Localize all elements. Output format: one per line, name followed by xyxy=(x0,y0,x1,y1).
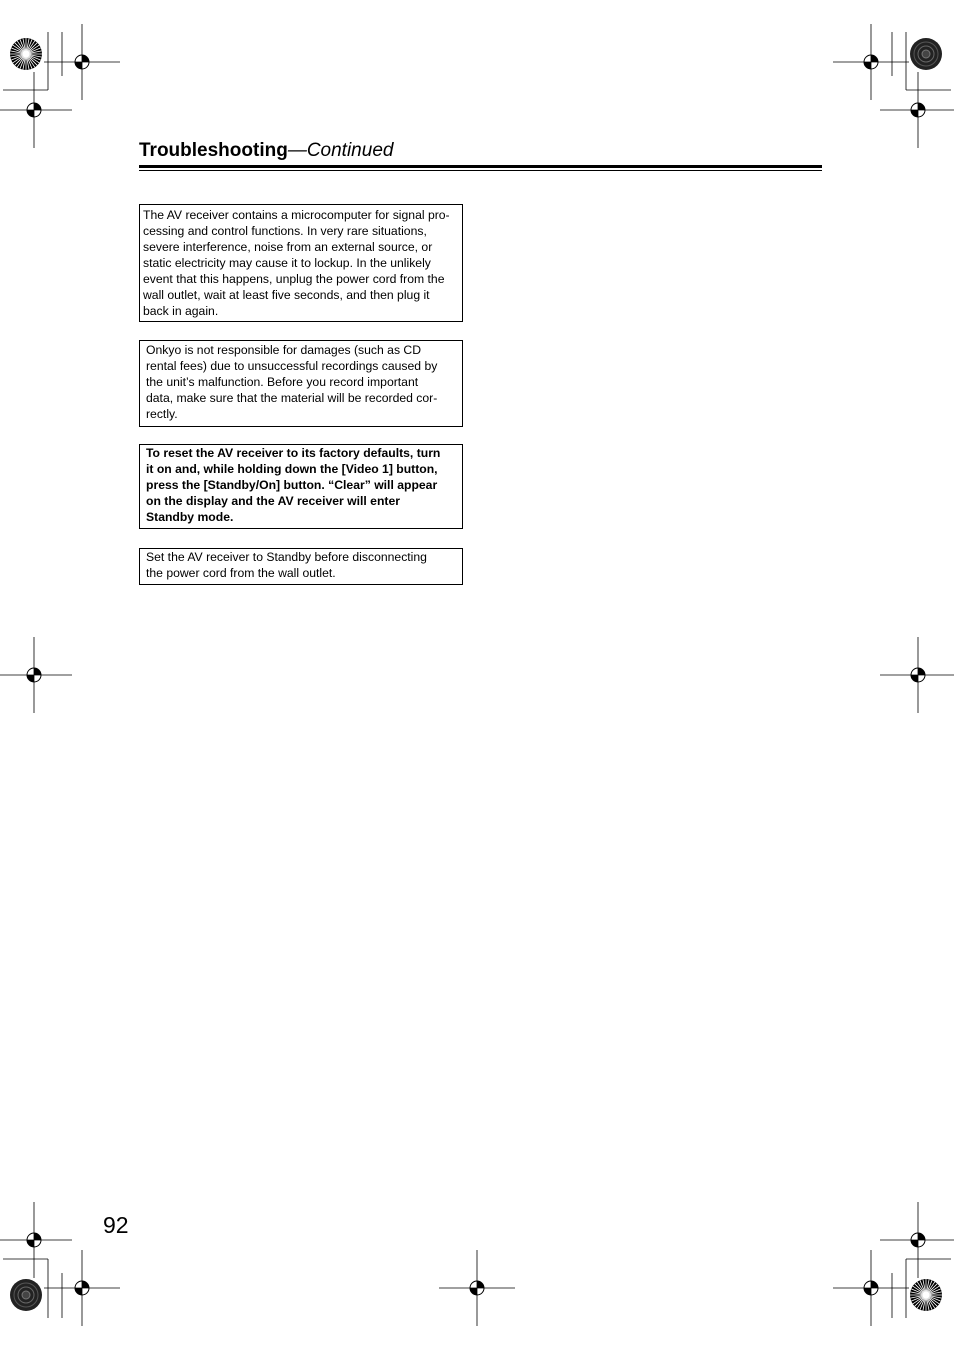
note-line: on the display and the AV receiver will enter xyxy=(146,494,400,508)
note-line: cessing and control functions. In very rare situations, xyxy=(143,224,427,238)
note-line: back in again. xyxy=(143,304,219,318)
page-number: 92 xyxy=(103,1212,129,1238)
header-rule-thick xyxy=(139,165,822,168)
note-line: data, make sure that the material will be recorded cor- xyxy=(146,391,438,405)
note-line: Standby mode. xyxy=(146,510,234,524)
note-line: event that this happens, unplug the power cord from the xyxy=(143,272,445,286)
note-line: the power cord from the wall outlet. xyxy=(146,566,336,580)
note-line: severe interference, noise from an external source, or xyxy=(143,240,433,254)
note-line: the unit’s malfunction. Before you record important xyxy=(146,375,419,389)
note-line: The AV receiver contains a microcomputer for signal pro- xyxy=(143,208,450,222)
note-line: rectly. xyxy=(146,407,178,421)
note-line: wall outlet, wait at least five seconds, and then plug it xyxy=(143,288,430,302)
note-line: Set the AV receiver to Standby before disconnecting xyxy=(146,550,427,564)
note-line: To reset the AV receiver to its factory defaults, turn xyxy=(146,446,441,460)
note-factory-reset xyxy=(139,444,463,529)
title-continued: —Continued xyxy=(287,140,394,161)
note-line: rental fees) due to unsuccessful recordings caused by xyxy=(146,359,438,373)
note-line: press the [Standby/On] button. “Clear” will appear xyxy=(146,478,438,492)
note-standby-before-unplug xyxy=(139,548,463,585)
note-line: static electricity may cause it to lockup. In the unlikely xyxy=(143,256,431,270)
page-title xyxy=(139,138,393,164)
note-microcomputer-lockup xyxy=(139,204,463,322)
title-main: Troubleshooting xyxy=(139,140,288,161)
note-line: Onkyo is not responsible for damages (such as CD xyxy=(146,343,422,357)
header-rule-thin xyxy=(139,170,822,171)
note-recording-disclaimer xyxy=(139,340,463,427)
note-line: it on and, while holding down the [Video 1] button, xyxy=(146,462,438,476)
